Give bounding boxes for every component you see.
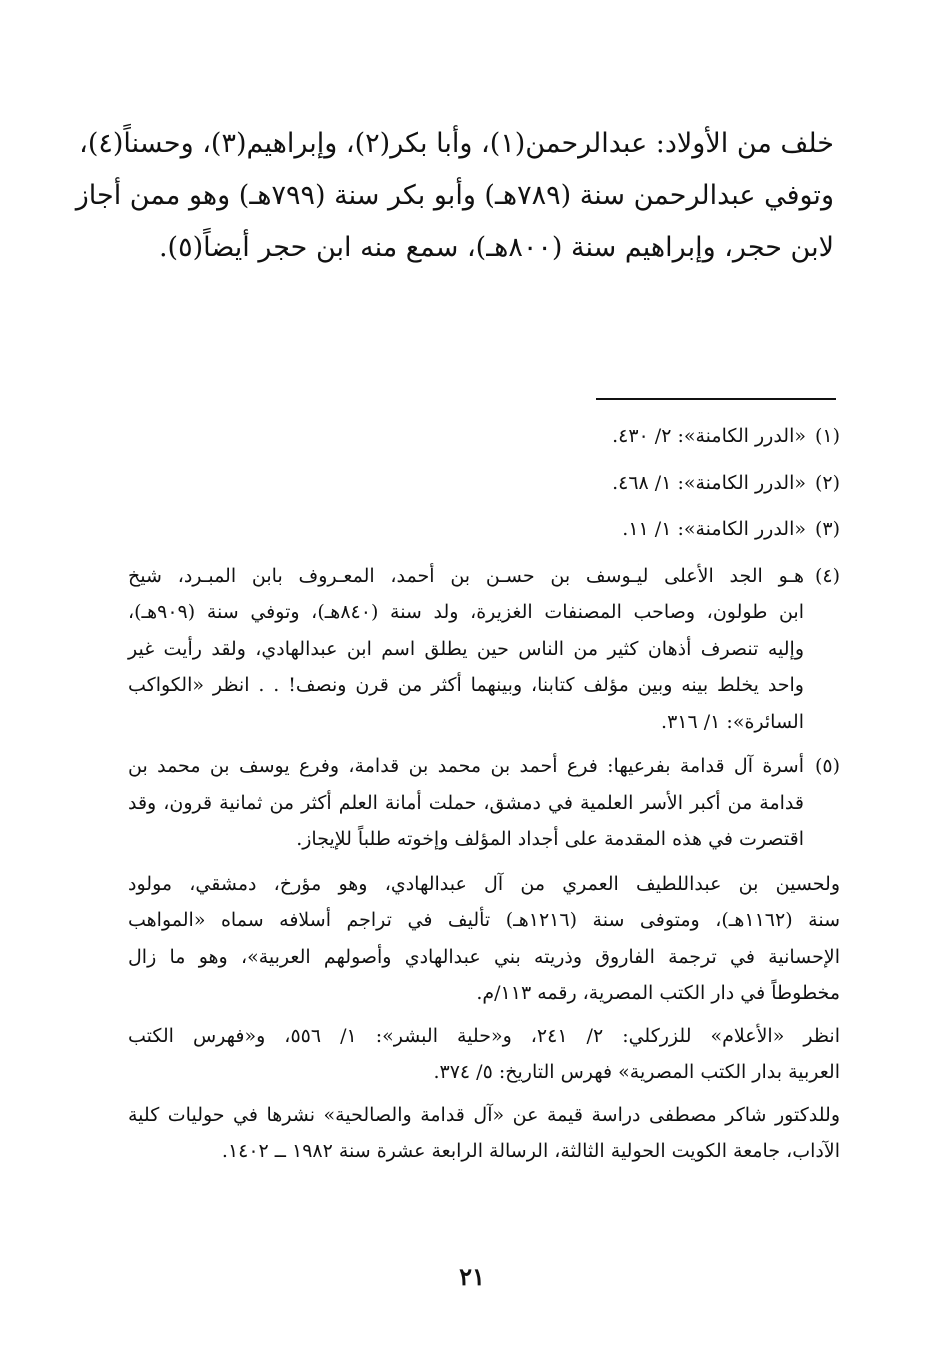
main-text-line: وتوفي عبدالرحمن سنة (٧٨٩هـ) وأبو بكر سنة (٧٩٩هـ) وهو ممن أجاز (75, 180, 834, 211)
footnote-paragraph (128, 1018, 840, 1091)
footnote-text (128, 558, 804, 741)
footnote-line: أسرة آل قدامة بفرعيها: فرع أحمد بن محمد بن قدامة، وفرع يوسف بن محمد بن (128, 755, 804, 777)
footnote-text (128, 748, 804, 858)
footnote-line: سنة (١١٦٢هـ)، ومتوفى سنة (١٢١٦هـ) تأليف في تراجم أسلافه سماه «المواهب (128, 909, 841, 931)
footnote-number: (١) (814, 425, 840, 447)
footnotes (128, 418, 840, 1170)
footnote-3 (128, 511, 840, 548)
footnote-separator (596, 398, 836, 400)
footnote-line: وللدكتور شاكر مصطفى دراسة قيمة عن «آل قدامة والصالحية» نشرها في حوليات كلية (128, 1103, 840, 1126)
footnote-line: الإحسانية في ترجمة الفاروق وذريته بني عبدالهادي وأصولهم العربية»، وهو ما زال (128, 945, 840, 968)
page-number: ٢١ (459, 1262, 485, 1291)
footnote-paragraph (128, 866, 840, 1012)
footnote-number: (٥) (814, 755, 840, 777)
footnote-line: واحد يخلط بينه وبين مؤلف كتابنا، وبينهما أكثر من قرن ونصف! . . انظر «الكواكب (128, 674, 804, 696)
main-text-line: لابن حجر، وإبراهيم سنة (٨٠٠هـ)، سمع منه ابن حجر أيضاً(٥). (158, 232, 834, 263)
footnote-line: وإليه تنصرف أذهان كثير من الناس حين يطلق اسم ابن عبدالهادي، ولقد رأيت غير (128, 637, 804, 660)
footnote-text: «الدرر الكامنة»: ٢/ ٤٣٠. (612, 425, 806, 447)
footnote-2 (128, 465, 840, 502)
main-text-line: خلف من الأولاد: عبدالرحمن(١)، وأبا بكر(٢)، وإبراهيم(٣)، وحسناً(٤)، (79, 128, 834, 159)
footnote-line: السائرة»: ١/ ٣١٦. (661, 710, 804, 733)
footnote-1 (128, 418, 840, 455)
footnote-line: اقتصرت في هذه المقدمة على أجداد المؤلف وإخوته طلباً للإيجاز. (296, 828, 804, 850)
footnote-line: العربية بدار الكتب المصرية» فهرس التاريخ: ٥/ ٣٧٤. (433, 1061, 840, 1083)
main-text (75, 118, 834, 274)
footnote-number: (٢) (814, 471, 840, 494)
footnote-line: قدامة من أكبر الأسر العلمية في دمشق، حملت أمانة العلم أكثر من ثمانية قرون، وقد (128, 791, 804, 814)
footnote-text: «الدرر الكامنة»: ١/ ٤٦٨. (612, 471, 806, 494)
footnote-line: ولحسين بن عبداللطيف العمري من آل عبدالهادي، وهو مؤرخ، دمشقي، مولود (128, 872, 840, 895)
footnote-number: (٣) (814, 518, 840, 540)
footnote-line: هـو الجد الأعلى ليـوسف بن حسـن بن أحمد، المعـروف بابن المبـرد، شيخ (128, 564, 804, 587)
footnote-text: «الدرر الكامنة»: ١/ ١١. (622, 518, 806, 540)
footnote-4 (128, 558, 840, 741)
footnote-line: انظر «الأعلام» للزركلي: ٢/ ٢٤١، و«حلية البشر»: ١/ ٥٥٦، و«فهرس الكتب (128, 1024, 840, 1047)
footnote-5 (128, 748, 840, 858)
footnote-paragraph (128, 748, 804, 858)
footnote-line: الآداب، جامعة الكويت الحولية الثالثة، الرسالة الرابعة عشرة سنة ١٩٨٢ ــ ١٤٠٢. (221, 1140, 840, 1162)
footnote-line: ابن طولون، وصاحب المصنفات الغزيرة، ولد سنة (٨٤٠هـ)، وتوفي سنة (٩٠٩هـ)، (128, 601, 804, 623)
footnote-line: مخطوطاً في دار الكتب المصرية، رقمه ١١٣/م. (476, 982, 840, 1004)
footnote-paragraph (128, 1097, 840, 1170)
footnote-number: (٤) (814, 564, 840, 587)
